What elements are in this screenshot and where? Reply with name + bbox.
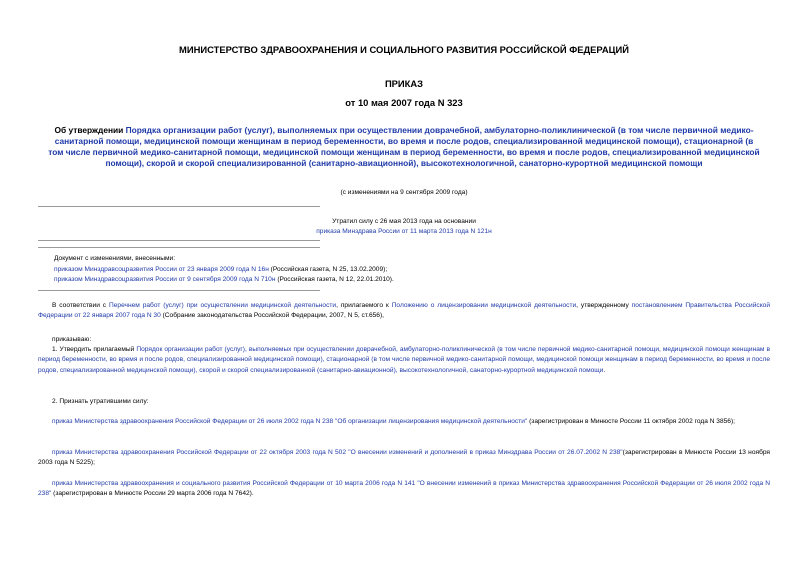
document-page [38, 0, 770, 571]
title-link[interactable]: Порядка организации работ (услуг), выполняемых при осуществлении доврачебной, амбулаторно-поликлинической (в том числе первичной медико-санитарной помощи, медицинской помощи женщинам в период беременности, во время и после родов, специализированной медицинской помощи), стационарной (в том числе первичной медико-санитарной помощи, медицинской помощи женщинам в период беременности, во время и после родов, специализированной медицинской помощи), скорой и скорой специализированной (санитарно-авиационной), высокотехнологичной, санаторно-курортной медицинской помощи [48, 125, 760, 168]
amendments-intro: Документ с изменениями, внесенными: [54, 255, 176, 262]
repealed-tail: (зарегистрирован в Минюсте России 11 октября 2002 года N 3856); [527, 418, 735, 425]
preamble-text: В соответствии с [52, 302, 109, 309]
divider [38, 206, 320, 207]
preamble-text: , прилагаемого к [336, 302, 392, 309]
divider [38, 247, 320, 248]
preamble-link-licensing-regulation[interactable]: Положению о лицензировании медицинской деятельности [391, 302, 577, 309]
preamble-text: (Собрание законодательства Российской Федерации, 2007, N 5, ст.656), [160, 312, 384, 320]
lost-force-notice [38, 217, 770, 237]
repealed-item [38, 448, 770, 469]
amendment-link[interactable]: приказом Минздравсоцразвития России от 23 января 2009 года N 16н [54, 265, 269, 273]
repealed-link[interactable]: приказ Министерства здравоохранения Российской Федерации от 22 октября 2003 года N 502 "О внесении изменений и дополнений в приказ Минздрава России от 26.07.2002 N 238" [52, 449, 623, 456]
item-1-text: . [603, 366, 606, 374]
lost-force-link[interactable]: приказа Минздрава России от 11 марта 2013 года N 121н [316, 228, 492, 235]
item-1-link[interactable]: Порядок организации работ (услуг), выполняемых при осуществлении доврачебной, амбулаторно-поликлинической (в том числе первичной медико-санитарной помощи, медицинской помощи женщинам в период беременности, во время и после родов, специализированной медицинской помощи), стационарной (в том числе первичной медико-санитарной помощи, медицинской помощи женщинам в период беременности, во время и после родов, специализированной медицинской помощи), скорой и скорой специализированной (санитарно-авиационной), высокотехнологичной, санаторно-курортной медицинской помощи [38, 346, 770, 374]
amendment-item [54, 265, 754, 276]
repealed-item [38, 479, 770, 500]
document-title [46, 125, 762, 169]
item-1-text: 1. Утвердить прилагаемый [52, 346, 137, 353]
changes-note: (с изменениями на 9 сентября 2009 года) [340, 189, 468, 196]
item-1-paragraph [38, 345, 770, 376]
ministry-name: МИНИСТЕРСТВО ЗДРАВООХРАНЕНИЯ И СОЦИАЛЬНОГО РАЗВИТИЯ РОССИЙСКОЙ ФЕДЕРАЦИЙ [179, 44, 629, 55]
amendment-item [54, 275, 754, 286]
item-2-paragraph: 2. Признать утратившими силу: [52, 398, 149, 405]
amendments-block [54, 254, 754, 286]
repealed-tail: (зарегистрирован в Минюсте России 29 марта 2006 года N 7642). [51, 490, 254, 498]
divider [38, 240, 320, 241]
repealed-link[interactable]: приказ Министерства здравоохранения и социального развития Российской Федерации от 10 марта 2006 года N 141 "О внесении изменений в приказ Министерства здравоохранения Российской Федерации от 26 июля 2002 года N 238" [38, 480, 770, 498]
amendment-link[interactable]: приказом Минздравсоцразвития России от 9 сентября 2009 года N 710н [54, 276, 276, 283]
order-word: приказываю: [52, 336, 92, 343]
repealed-link[interactable]: приказ Министерства здравоохранения Российской Федерации от 26 июля 2002 года N 238 "Об организации лицензирования медицинской деятельности" [52, 418, 528, 425]
amendment-tail: (Российская газета, N 25, 13.02.2009); [268, 265, 388, 273]
document-type: ПРИКАЗ [384, 78, 424, 89]
amendment-tail: (Российская газета, N 12, 22.01.2010). [275, 276, 394, 283]
preamble-paragraph [38, 301, 770, 322]
divider [38, 290, 320, 291]
document-date: от 10 мая 2007 года N 323 [345, 97, 463, 108]
repealed-item [38, 417, 770, 427]
preamble-link-works-list[interactable]: Перечнем работ (услуг) при осуществлении медицинской деятельности [109, 302, 337, 309]
preamble-text: , утвержденному [576, 302, 632, 309]
preamble-link-government-decree[interactable]: постановлением Правительства Российской Федерации от 22 января 2007 года N 30 [38, 302, 771, 320]
lost-force-text: Утратил силу с 26 мая 2013 года на основании [332, 218, 476, 225]
title-prefix: Об утверждении [54, 125, 126, 135]
repealed-tail: (зарегистрирован в Минюсте России 13 ноября 2003 года N 5225); [38, 449, 771, 467]
